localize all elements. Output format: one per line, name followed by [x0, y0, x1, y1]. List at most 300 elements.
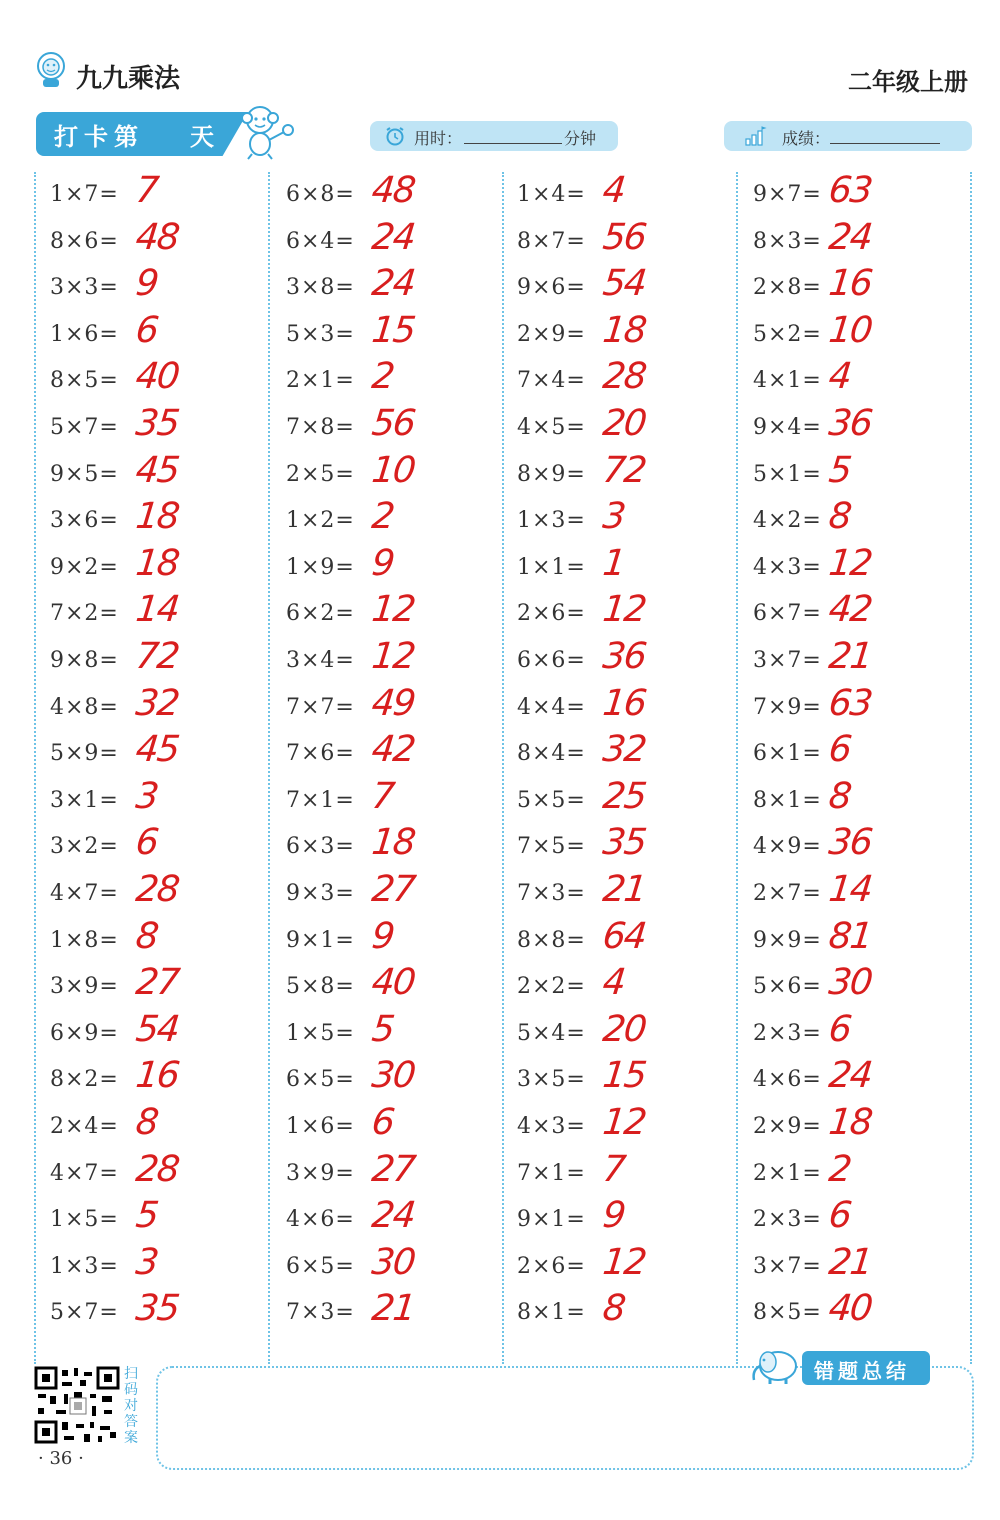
handwritten-answer: 7: [600, 1148, 627, 1190]
problem-row: [517, 1197, 737, 1243]
handwritten-answer: 40: [826, 1288, 873, 1330]
problem-row: [753, 964, 973, 1010]
problem-expression: 7×6=: [286, 741, 355, 767]
handwritten-answer: 21: [369, 1288, 416, 1330]
score-field: [724, 121, 972, 151]
handwritten-answer: 28: [133, 1148, 180, 1190]
handwritten-answer: 8: [133, 1102, 160, 1143]
problem-row: [517, 405, 737, 451]
problem-row: [286, 1057, 506, 1103]
problem-expression: 6×1=: [753, 741, 822, 767]
problem-row: [50, 1290, 270, 1336]
handwritten-answer: 64: [600, 915, 647, 957]
problem-expression: 2×1=: [286, 368, 355, 394]
problem-expression: 1×7=: [50, 182, 119, 207]
problem-expression: 2×9=: [517, 321, 586, 347]
handwritten-answer: 30: [369, 1241, 416, 1283]
problem-expression: 4×4=: [517, 694, 586, 720]
handwritten-answer: 45: [133, 449, 180, 491]
handwritten-answer: 20: [600, 403, 647, 444]
handwritten-answer: 16: [133, 1055, 180, 1097]
handwritten-answer: 21: [600, 869, 647, 910]
handwritten-answer: 6: [133, 822, 160, 864]
problem-expression: 1×8=: [50, 927, 119, 953]
problem-row: [753, 1008, 973, 1057]
handwritten-answer: 20: [600, 1008, 647, 1050]
problem-expression: 3×7=: [753, 648, 822, 673]
problem-grid: [34, 172, 972, 1364]
problem-row: [286, 591, 506, 637]
problem-expression: 5×9=: [50, 741, 119, 767]
handwritten-answer: 9: [600, 1195, 627, 1237]
problem-expression: 8×8=: [517, 927, 586, 953]
problem-row: [517, 216, 737, 265]
problem-expression: 2×3=: [753, 1020, 822, 1046]
problem-expression: 1×3=: [517, 508, 586, 534]
handwritten-answer: 56: [600, 216, 647, 258]
scan-for-answers-label: 扫码对答案: [124, 1366, 138, 1446]
problem-row: [517, 591, 737, 637]
problem-row: [50, 1241, 270, 1290]
handwritten-answer: 32: [600, 729, 647, 771]
problem-expression: 6×2=: [286, 601, 355, 627]
problem-row: [286, 1197, 506, 1243]
problem-row: [753, 1104, 973, 1150]
handwritten-answer: 28: [133, 869, 180, 910]
handwritten-answer: 24: [369, 263, 416, 305]
problem-expression: 7×5=: [517, 834, 586, 860]
handwritten-answer: 2: [826, 1148, 853, 1190]
problem-expression: 1×4=: [517, 182, 586, 207]
problem-row: [286, 358, 506, 404]
problem-expression: 9×8=: [50, 648, 119, 673]
monkey-icon: [238, 102, 298, 160]
handwritten-answer: 24: [369, 216, 416, 258]
problem-row: [517, 542, 737, 591]
handwritten-answer: 32: [133, 682, 180, 724]
page-number: · 36 ·: [38, 1448, 84, 1469]
problem-row: [753, 498, 973, 544]
problem-row: [286, 1290, 506, 1336]
handwritten-answer: 35: [600, 822, 647, 864]
problem-row: [517, 964, 737, 1010]
problem-row: [753, 1241, 973, 1290]
time-unit: 分钟: [564, 129, 597, 148]
problem-row: [753, 775, 973, 824]
problem-row: [517, 731, 737, 777]
handwritten-answer: 4: [826, 356, 853, 398]
handwritten-answer: 8: [133, 915, 160, 957]
bar-chart-icon: [742, 126, 768, 146]
handwritten-answer: 27: [369, 869, 416, 910]
problem-expression: 5×3=: [286, 321, 355, 347]
problem-expression: 2×1=: [753, 1160, 822, 1186]
problem-expression: 3×4=: [286, 648, 355, 673]
handwritten-answer: 72: [133, 636, 180, 677]
problem-expression: 8×5=: [753, 1300, 822, 1326]
problem-row: [50, 1148, 270, 1197]
handwritten-answer: 36: [600, 636, 647, 677]
problem-row: [286, 1008, 506, 1057]
problem-row: [50, 265, 270, 311]
problem-expression: 3×9=: [286, 1160, 355, 1186]
problem-row: [50, 1008, 270, 1057]
handwritten-answer: 54: [600, 263, 647, 305]
handwritten-answer: 49: [369, 682, 416, 724]
handwritten-answer: 56: [369, 403, 416, 444]
problem-row: [517, 1057, 737, 1103]
problem-row: [753, 731, 973, 777]
problem-expression: 4×7=: [50, 1160, 119, 1186]
score-label: 成绩：: [782, 129, 831, 148]
handwritten-answer: 12: [600, 1102, 647, 1143]
problem-row: [517, 1104, 737, 1150]
problem-expression: 8×4=: [517, 741, 586, 767]
problem-row: [517, 871, 737, 917]
problem-row: [517, 309, 737, 358]
problem-row: [753, 172, 973, 218]
problem-row: [753, 542, 973, 591]
problem-row: [753, 1290, 973, 1336]
problem-expression: 4×8=: [50, 694, 119, 720]
problem-expression: 1×6=: [286, 1114, 355, 1139]
problem-row: [50, 309, 270, 358]
problem-expression: 1×3=: [50, 1253, 119, 1279]
problem-row: [50, 1197, 270, 1243]
problem-expression: 8×6=: [50, 228, 119, 254]
handwritten-answer: 14: [826, 869, 873, 910]
problem-expression: 4×9=: [753, 834, 822, 860]
problem-expression: 7×1=: [286, 787, 355, 813]
problem-expression: 9×2=: [50, 554, 119, 580]
problem-expression: 1×2=: [286, 508, 355, 534]
handwritten-answer: 42: [369, 729, 416, 771]
problem-expression: 3×1=: [50, 787, 119, 813]
problem-expression: 9×4=: [753, 415, 822, 440]
handwritten-answer: 3: [600, 496, 627, 538]
problem-row: [753, 358, 973, 404]
problem-expression: 9×1=: [286, 927, 355, 953]
grade-label: 二年级上册: [848, 68, 968, 96]
handwritten-answer: 6: [826, 729, 853, 771]
book-title: 九九乘法: [76, 64, 181, 94]
problem-row: [753, 871, 973, 917]
problem-expression: 4×3=: [753, 554, 822, 580]
problem-row: [753, 405, 973, 451]
problem-expression: 3×9=: [50, 974, 119, 1000]
problem-row: [286, 449, 506, 498]
problem-expression: 4×6=: [286, 1207, 355, 1233]
problem-row: [286, 172, 506, 218]
problem-row: [286, 1148, 506, 1197]
problem-row: [50, 915, 270, 964]
problem-row: [753, 915, 973, 964]
handwritten-answer: 4: [600, 170, 627, 211]
handwritten-answer: 18: [369, 822, 416, 864]
problem-expression: 4×2=: [753, 508, 822, 534]
problem-expression: 9×3=: [286, 881, 355, 906]
problem-row: [753, 591, 973, 637]
problem-expression: 7×8=: [286, 415, 355, 440]
problem-row: [50, 824, 270, 870]
problem-row: [753, 1148, 973, 1197]
problem-expression: 5×1=: [753, 461, 822, 487]
problem-row: [753, 1057, 973, 1103]
problem-row: [286, 871, 506, 917]
handwritten-answer: 48: [369, 170, 416, 211]
problem-row: [50, 542, 270, 591]
problem-row: [286, 682, 506, 731]
handwritten-answer: 42: [826, 589, 873, 631]
problem-expression: 3×8=: [286, 275, 355, 301]
handwritten-answer: 45: [133, 729, 180, 771]
handwritten-answer: 14: [133, 589, 180, 631]
handwritten-answer: 6: [826, 1008, 853, 1050]
problem-expression: 9×6=: [517, 275, 586, 301]
problem-expression: 3×2=: [50, 834, 119, 860]
handwritten-answer: 72: [600, 449, 647, 491]
problem-row: [286, 216, 506, 265]
problem-expression: 7×3=: [517, 881, 586, 906]
page-header: [30, 48, 970, 108]
problem-expression: 2×4=: [50, 1114, 119, 1139]
problem-row: [517, 1148, 737, 1197]
handwritten-answer: 10: [826, 309, 873, 351]
problem-row: [50, 405, 270, 451]
problem-row: [517, 265, 737, 311]
checkin-day-prefix: 打卡第: [54, 123, 144, 151]
handwritten-answer: 3: [133, 1241, 160, 1283]
problem-expression: 4×1=: [753, 368, 822, 394]
problem-expression: 5×7=: [50, 415, 119, 440]
handwritten-answer: 15: [369, 309, 416, 351]
problem-row: [286, 824, 506, 870]
handwritten-answer: 25: [600, 775, 647, 817]
problem-expression: 2×6=: [517, 1253, 586, 1279]
problem-row: [50, 358, 270, 404]
problem-expression: 6×5=: [286, 1067, 355, 1093]
problem-row: [50, 216, 270, 265]
problem-row: [753, 824, 973, 870]
handwritten-answer: 36: [826, 403, 873, 444]
handwritten-answer: 2: [369, 496, 396, 538]
score-input-line[interactable]: [830, 143, 940, 144]
handwritten-answer: 30: [826, 962, 873, 1004]
handwritten-answer: 40: [133, 356, 180, 398]
handwritten-answer: 12: [600, 589, 647, 631]
handwritten-answer: 7: [369, 775, 396, 817]
problem-expression: 8×2=: [50, 1067, 119, 1093]
handwritten-answer: 10: [369, 449, 416, 491]
handwritten-answer: 18: [133, 542, 180, 584]
handwritten-answer: 30: [369, 1055, 416, 1097]
problem-expression: 2×2=: [517, 974, 586, 1000]
problem-expression: 8×7=: [517, 228, 586, 254]
handwritten-answer: 18: [600, 309, 647, 351]
problem-expression: 6×3=: [286, 834, 355, 860]
problem-row: [286, 775, 506, 824]
problem-expression: 9×1=: [517, 1207, 586, 1233]
handwritten-answer: 12: [600, 1241, 647, 1283]
problem-expression: 5×8=: [286, 974, 355, 1000]
problem-row: [286, 1241, 506, 1290]
problem-expression: 3×3=: [50, 275, 119, 301]
problem-expression: 5×5=: [517, 787, 586, 813]
problem-row: [753, 638, 973, 684]
handwritten-answer: 5: [133, 1195, 160, 1237]
problem-row: [286, 498, 506, 544]
problem-row: [517, 775, 737, 824]
problem-expression: 7×3=: [286, 1300, 355, 1326]
lion-logo-icon: [34, 50, 68, 88]
problem-expression: 1×5=: [50, 1207, 119, 1233]
problem-row: [286, 964, 506, 1010]
handwritten-answer: 1: [600, 542, 627, 584]
problem-expression: 8×5=: [50, 368, 119, 394]
problem-expression: 6×9=: [50, 1020, 119, 1046]
handwritten-answer: 4: [600, 962, 627, 1004]
problem-row: [753, 1197, 973, 1243]
problem-row: [50, 682, 270, 731]
handwritten-answer: 27: [369, 1148, 416, 1190]
problem-expression: 6×7=: [753, 601, 822, 627]
problem-expression: 4×6=: [753, 1067, 822, 1093]
handwritten-answer: 21: [826, 636, 873, 677]
problem-row: [517, 172, 737, 218]
problem-expression: 7×4=: [517, 368, 586, 394]
problem-expression: 6×4=: [286, 228, 355, 254]
problem-row: [286, 309, 506, 358]
handwritten-answer: 7: [133, 170, 160, 211]
problem-expression: 4×3=: [517, 1114, 586, 1139]
checkin-day-suffix: 天: [190, 123, 214, 151]
problem-expression: 2×7=: [753, 881, 822, 906]
problem-expression: 3×5=: [517, 1067, 586, 1093]
problem-expression: 6×8=: [286, 182, 355, 207]
problem-expression: 3×7=: [753, 1253, 822, 1279]
handwritten-answer: 5: [826, 449, 853, 491]
time-field: [370, 121, 618, 151]
handwritten-answer: 18: [826, 1102, 873, 1143]
problem-row: [50, 731, 270, 777]
problem-expression: 2×9=: [753, 1114, 822, 1139]
problem-row: [517, 1290, 737, 1336]
problem-expression: 4×5=: [517, 415, 586, 440]
summary-title: 错题总结: [814, 1359, 910, 1383]
problem-row: [517, 1008, 737, 1057]
problem-expression: 8×9=: [517, 461, 586, 487]
problem-row: [50, 1057, 270, 1103]
problem-expression: 2×3=: [753, 1207, 822, 1233]
handwritten-answer: 8: [826, 775, 853, 817]
problem-row: [753, 265, 973, 311]
problem-expression: 6×5=: [286, 1253, 355, 1279]
problem-row: [286, 1104, 506, 1150]
handwritten-answer: 16: [600, 682, 647, 724]
handwritten-answer: 24: [826, 1055, 873, 1097]
problem-row: [50, 638, 270, 684]
handwritten-answer: 9: [133, 263, 160, 305]
problem-expression: 1×1=: [517, 554, 586, 580]
problem-row: [517, 638, 737, 684]
problem-expression: 9×9=: [753, 927, 822, 953]
problem-row: [50, 1104, 270, 1150]
handwritten-answer: 28: [600, 356, 647, 398]
problem-row: [517, 498, 737, 544]
problem-row: [753, 309, 973, 358]
problem-expression: 7×9=: [753, 694, 822, 720]
problem-expression: 2×6=: [517, 601, 586, 627]
problem-row: [50, 172, 270, 218]
handwritten-answer: 48: [133, 216, 180, 258]
handwritten-answer: 24: [826, 216, 873, 258]
problem-expression: 8×3=: [753, 228, 822, 254]
problem-expression: 4×7=: [50, 881, 119, 906]
handwritten-answer: 9: [369, 915, 396, 957]
problem-row: [517, 449, 737, 498]
problem-row: [286, 542, 506, 591]
handwritten-answer: 8: [600, 1288, 627, 1330]
handwritten-answer: 3: [133, 775, 160, 817]
problem-row: [286, 265, 506, 311]
problem-row: [753, 682, 973, 731]
problem-row: [517, 358, 737, 404]
column-divider: [34, 172, 36, 1364]
handwritten-answer: 12: [369, 636, 416, 677]
handwritten-answer: 6: [826, 1195, 853, 1237]
time-input-line[interactable]: [464, 143, 562, 144]
problem-expression: 5×6=: [753, 974, 822, 1000]
problem-expression: 7×7=: [286, 694, 355, 720]
problem-row: [50, 871, 270, 917]
problem-expression: 5×4=: [517, 1020, 586, 1046]
problem-expression: 2×5=: [286, 461, 355, 487]
problem-row: [517, 824, 737, 870]
problem-expression: 1×6=: [50, 321, 119, 347]
alarm-clock-icon: [384, 126, 406, 146]
problem-row: [517, 1241, 737, 1290]
problem-expression: 8×1=: [753, 787, 822, 813]
problem-expression: 9×7=: [753, 182, 822, 207]
problem-expression: 1×5=: [286, 1020, 355, 1046]
handwritten-answer: 2: [369, 356, 396, 398]
handwritten-answer: 15: [600, 1055, 647, 1097]
handwritten-answer: 12: [369, 589, 416, 631]
problem-expression: 1×9=: [286, 554, 355, 580]
qr-code-icon: [34, 1366, 120, 1444]
handwritten-answer: 21: [826, 1241, 873, 1283]
handwritten-answer: 5: [369, 1008, 396, 1050]
problem-expression: 8×1=: [517, 1300, 586, 1326]
handwritten-answer: 18: [133, 496, 180, 538]
problem-expression: 9×5=: [50, 461, 119, 487]
handwritten-answer: 54: [133, 1008, 180, 1050]
problem-row: [517, 915, 737, 964]
problem-expression: 5×2=: [753, 321, 822, 347]
elephant-icon: [748, 1346, 802, 1386]
handwritten-answer: 63: [826, 682, 873, 724]
handwritten-answer: 16: [826, 263, 873, 305]
problem-expression: 7×2=: [50, 601, 119, 627]
problem-expression: 7×1=: [517, 1160, 586, 1186]
handwritten-answer: 6: [369, 1102, 396, 1143]
handwritten-answer: 6: [133, 309, 160, 351]
handwritten-answer: 24: [369, 1195, 416, 1237]
handwritten-answer: 81: [826, 915, 873, 957]
problem-row: [517, 682, 737, 731]
problem-row: [753, 449, 973, 498]
problem-row: [286, 915, 506, 964]
